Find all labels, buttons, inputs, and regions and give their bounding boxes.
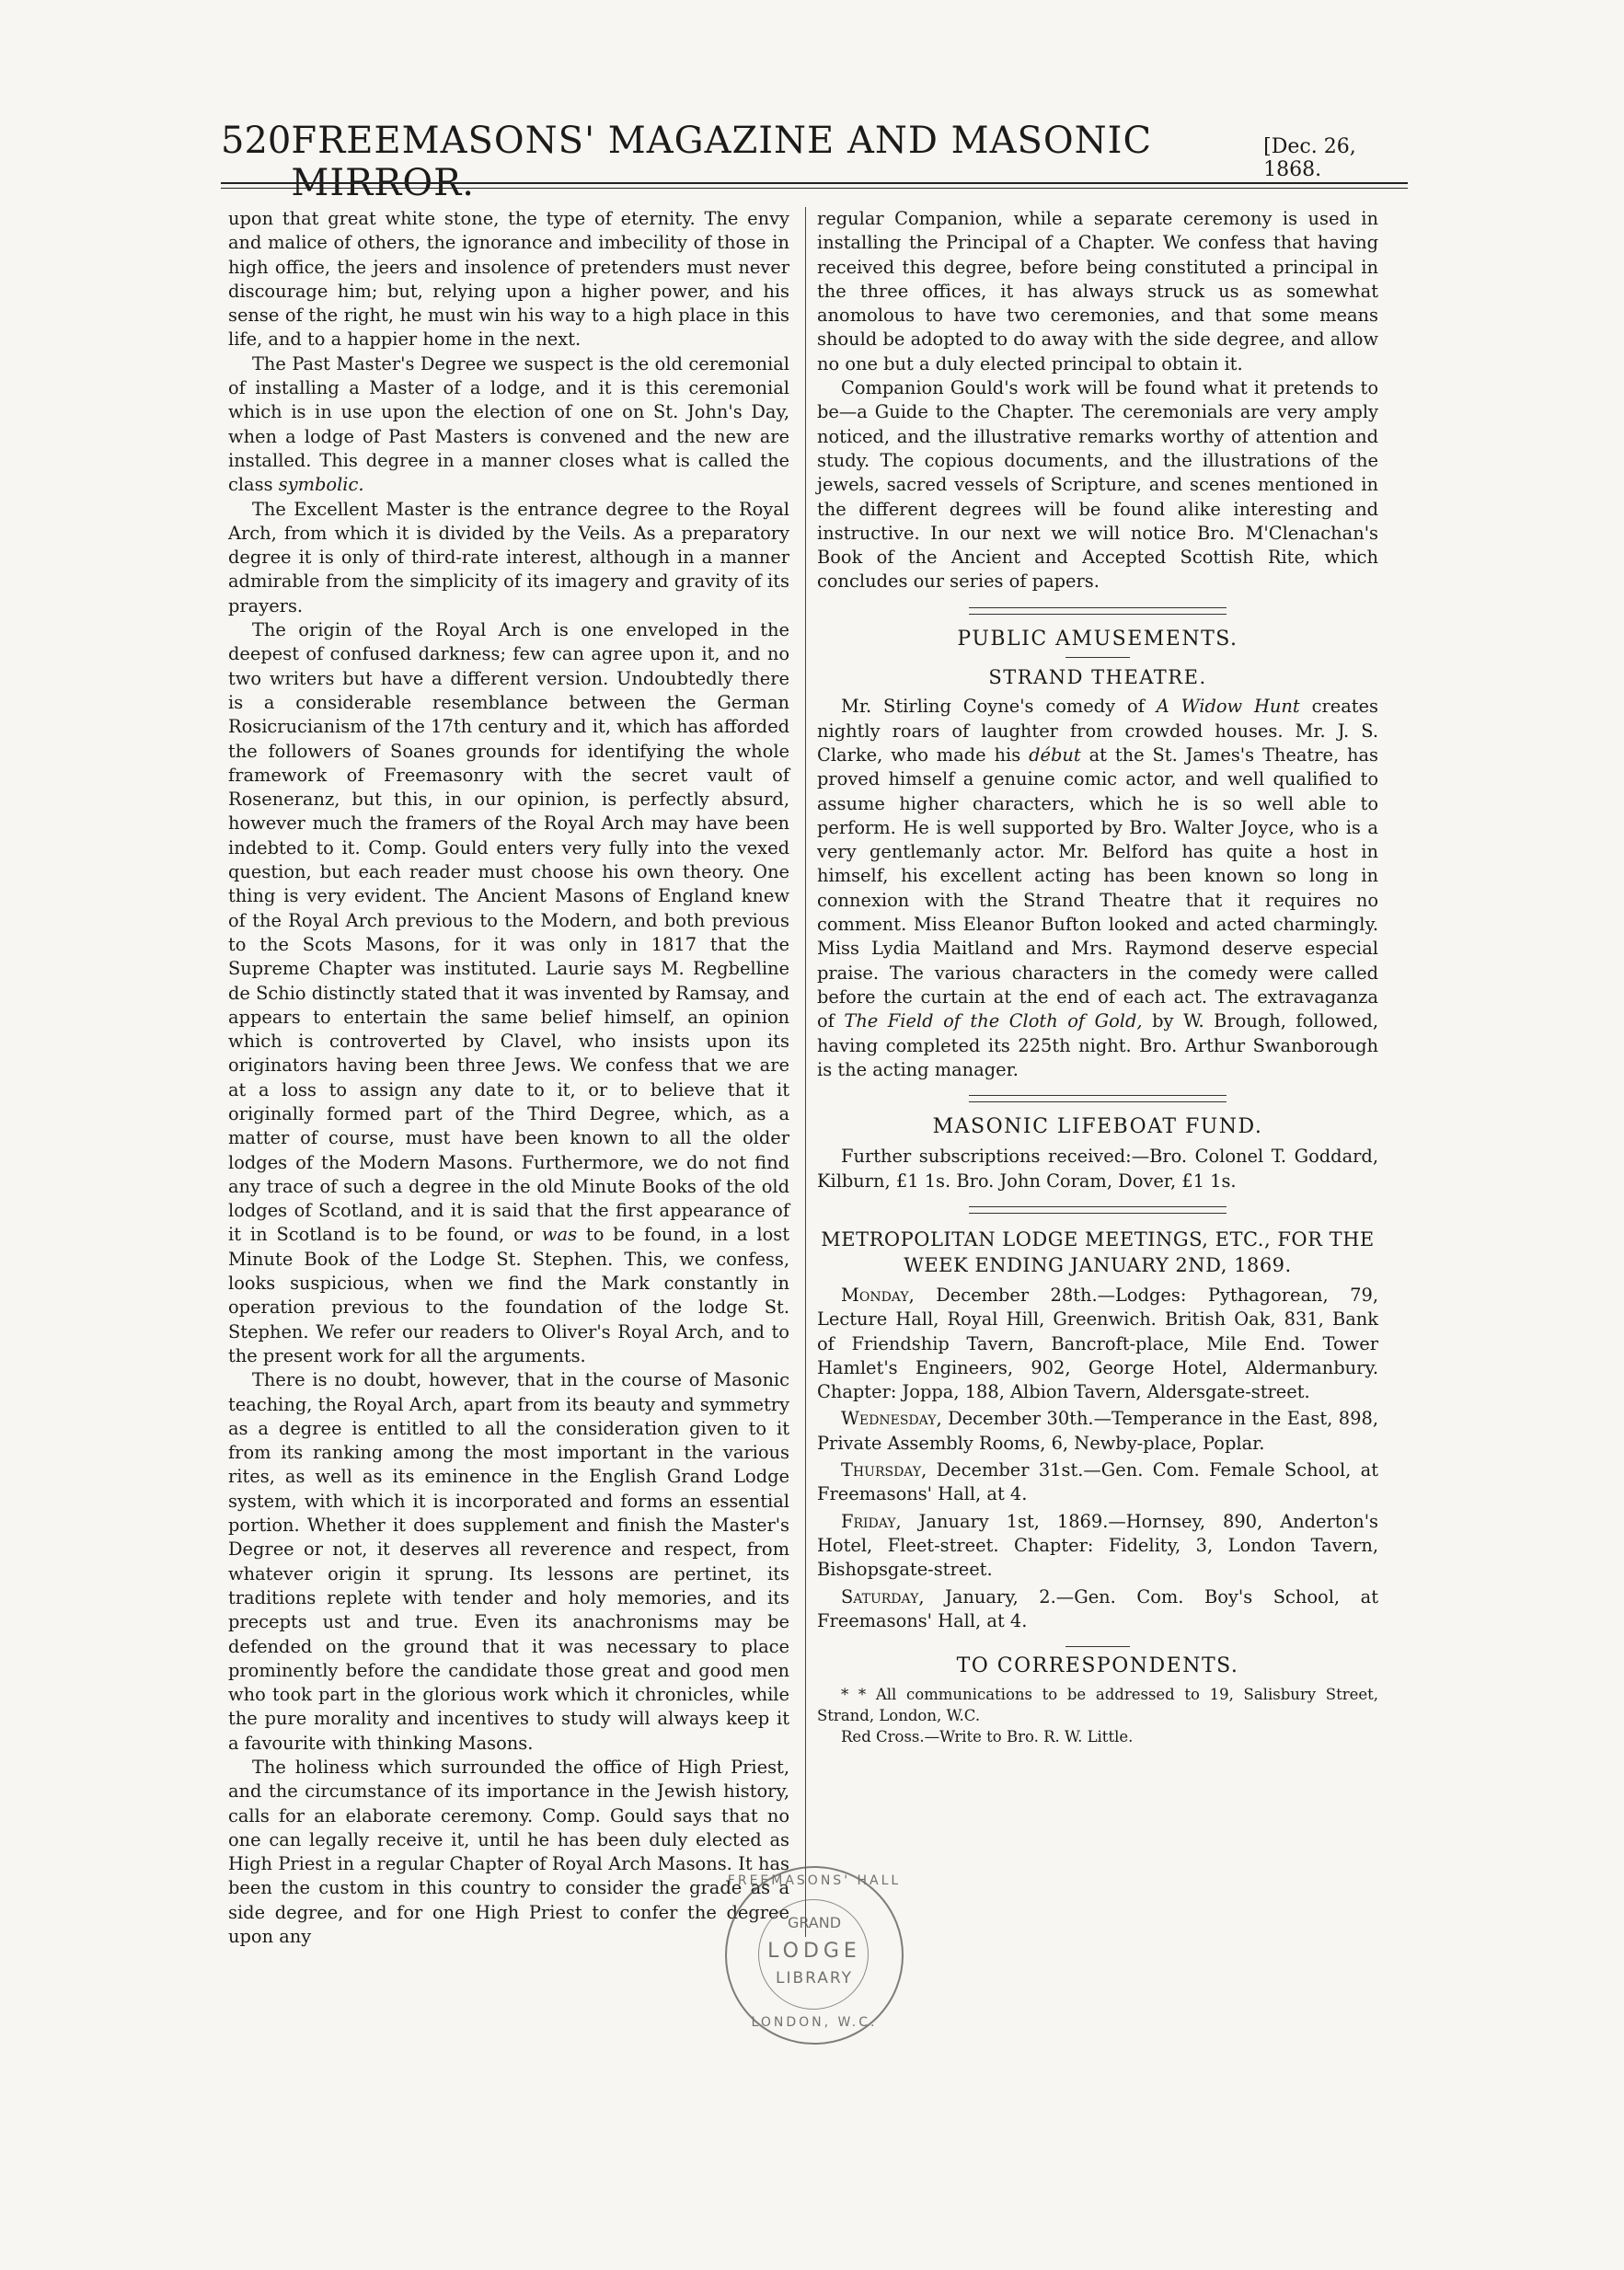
section-separator	[969, 1095, 1227, 1102]
paragraph: upon that great white stone, the type of eternity. The envy and malice of others, the ignorance and imbecility of those in high office, the jeers and insolence of pretenders must never discourage him; but, relying upon a higher power, and his sense of the right, he must win his way to a high place in this life, and to a happier home in the next.	[228, 208, 789, 351]
stamp-text: GRAND	[787, 1914, 842, 1931]
short-rule	[1065, 1646, 1130, 1647]
meeting-entry: Saturday, January, 2.—Gen. Com. Boy's School, at Freemasons' Hall, at 4.	[817, 1585, 1378, 1631]
issue-date: [Dec. 26, 1868.	[1263, 135, 1356, 181]
section-separator	[969, 1206, 1227, 1214]
correspondents-note: Red Cross.—Write to Bro. R. W. Little.	[841, 1728, 1134, 1746]
left-column	[228, 207, 789, 1948]
masthead	[221, 120, 1408, 204]
library-stamp	[725, 1866, 904, 2045]
paragraph: The Excellent Master is the entrance degree to the Royal Arch, from which it is divided by the Veils. As a preparatory degree it is only of third-rate interest, although in a manner admirable from the simplicity of its imagery and gravity of its prayers.	[228, 498, 789, 616]
stamp-text: LODGE	[767, 1940, 861, 1963]
short-rule	[1065, 657, 1130, 658]
column-divider	[805, 207, 806, 1937]
paragraph-theatre: Mr. Stirling Coyne's comedy of A Widow Hunt creates nightly roars of laughter from crowded houses. Mr. J. S. Clarke, who made his début at the St. James's Theatre, has proved himself a genuine comic actor, and well qualified to assume higher characters, which he is so well able to perform. He is well supported by Bro. Walter Joyce, who is a very gentlemanly actor. Mr. Belford has quite a host in himself, his excellent acting has been known so long in connexion with the Strand Theatre that it requires no comment. Miss Eleanor Bufton looked and acted charmingly. Miss Lydia Maitland and Mrs. Raymond deserve especial praise. The various characters in the comedy were called before the curtain at the end of each act. The extravaganza of The Field of the Cloth of Gold, by W. Brough, followed, having completed its 225th night. Bro. Arthur Swanborough is the acting manager.	[817, 696, 1379, 1080]
paragraph: The origin of the Royal Arch is one enveloped in the deepest of confused darkness; few can agree upon it, and no two writers but have a different version. Undoubtedly there is a considerable resemblance between the German Rosicrucianism of the 17th century and it, which has afforded the followers of Soanes grounds for identifying the whole framework of Freemasonry with the secret vault of Roseneranz, but this, in our opinion, is perfectly absurd, however much the framers of the Royal Arch may have been indebted to it. Comp. Gould enters very fully into the vexed question, but each reader must choose his own theory. One thing is very evident. The Ancient Masons of England knew of the Royal Arch previous to the Modern, and both previous to the Scots Masons, for it was only in 1817 that the Supreme Chapter was instituted. Laurie says M. Regbelline de Schio distinctly stated that it was invented by Ramsay, and appears to entertain the same belief himself, an opinion which is controverted by Clavel, who insists upon its originators having been three Jews. We confess that we are at a loss to assign any date to it, or to believe that it originally formed part of the Third Degree, which, as a matter of course, must have been known to all the older lodges of the Modern Masons. Furthermore, we do not find any trace of such a degree in the old Minute Books of the old lodges of Scotland, and it is said that the first appearance of it in Scotland is to be found, or was to be found, in a lost Minute Book of the Lodge St. Stephen. This, we confess, looks suspicious, when we find the Mark constantly in operation previous to the foundation of the lodge St. Stephen. We refer our readers to Oliver's Royal Arch, and to the present work for all the arguments.	[228, 619, 789, 1366]
page-number: 520	[221, 120, 292, 162]
section-heading-amusements: PUBLIC AMUSEMENTS.	[957, 627, 1238, 651]
meeting-entry: Friday, January 1st, 1869.—Hornsey, 890, Anderton's Hotel, Fleet-street. Chapter: Fidelity, 3, London Tavern, Bishopsgate-street.	[817, 1510, 1378, 1581]
header-rule	[221, 182, 1408, 184]
section-heading-lifeboat: MASONIC LIFEBOAT FUND.	[932, 1115, 1263, 1139]
paragraph: regular Companion, while a separate ceremony is used in installing the Principal of a Chapter. We confess that having received this degree, before being constituted a principal in the three offices, it has always struck us as somewhat anomolous to have two ceremonies, and that some means should be adopted to do away with the side degree, and allow no one but a duly elected principal to obtain it.	[817, 208, 1378, 374]
stamp-ring-text-top: FREEMASONS' HALL	[727, 1873, 902, 1888]
section-separator	[969, 607, 1227, 615]
paragraph: There is no doubt, however, that in the course of Masonic teaching, the Royal Arch, apart from its beauty and symmetry as a degree is entitled to all the consideration given to it from its ranking among the most important in the various rites, as well as its eminence in the English Grand Lodge system, with which it is incorporated and forms an essential portion. Whether it does supplement and finish the Master's Degree or not, it deserves all reverence and respect, from whatever origin it sprung. Its lessons are pertinet, its traditions replete with tender and holy memories, and its precepts ust and true. Even its anachronisms may be defended on the ground that it was necessary to place prominently before the candidate those great and good men who took part in the glorious work which it chronicles, while the pure morality and incentives to study will always keep it a favourite with thinking Masons.	[228, 1369, 789, 1754]
paragraph: The Past Master's Degree we suspect is the old ceremonial of installing a Master of a lodge, and it is this ceremonial which is in use upon the election of one on St. John's Day, when a lodge of Past Masters is convened and the new are installed. This degree in a manner closes what is called the class symbolic.	[228, 352, 789, 496]
stamp-text: LIBRARY	[775, 1969, 853, 1988]
magazine-title: FREEMASONS' MAGAZINE AND MASONIC MIRROR.	[291, 120, 1153, 204]
header-rule-thin	[221, 188, 1408, 189]
stamp-ring-text-bottom: LONDON, W.C.	[751, 2015, 878, 2030]
meeting-entry: Monday, December 28th.—Lodges: Pythagorean, 79, Lecture Hall, Royal Hill, Greenwich. British Oak, 831, Bank of Friendship Tavern, Bancroft-place, Mile End. Tower Hamlet's Engineers, 902, George Hotel, Aldermanbury. Chapter: Joppa, 188, Albion Tavern, Aldersgate-street.	[817, 1284, 1378, 1403]
paragraph-lifeboat: Further subscriptions received:—Bro. Colonel T. Goddard, Kilburn, £1 1s. Bro. John Coram, Dover, £1 1s.	[817, 1146, 1378, 1192]
correspondents-note: * * All communications to be addressed to 19, Salisbury Street, Strand, London, W.C.	[817, 1686, 1378, 1725]
meeting-entry: Wednesday, December 30th.—Temperance in the East, 898, Private Assembly Rooms, 6, Newby-place, Poplar.	[817, 1408, 1378, 1454]
section-heading-meetings: METROPOLITAN LODGE MEETINGS, ETC., FOR THE WEEK ENDING JANUARY 2ND, 1869.	[821, 1227, 1375, 1276]
paragraph: Companion Gould's work will be found what it pretends to be—a Guide to the Chapter. The ceremonials are very amply noticed, and the illustrative remarks worthy of attention and study. The copious documents, and the illustrations of the jewels, sacred vessels of Scripture, and scenes mentioned in the different degrees will be found alike interesting and instructive. In our next we will notice Bro. M'Clenachan's Book of the Ancient and Accepted Scottish Rite, which concludes our series of papers.	[817, 377, 1378, 593]
subheading-strand-theatre: STRAND THEATRE.	[988, 666, 1207, 689]
right-column	[817, 207, 1378, 1937]
paragraph: The holiness which surrounded the office of High Priest, and the circumstance of its importance in the Jewish history, calls for an elaborate ceremony. Comp. Gould says that no one can legally receive it, until he has been duly elected as High Priest in a regular Chapter of Royal Arch Masons. It has been the custom in this country to consider the grade as a side degree, and for one High Priest to confer the degree upon any	[228, 1757, 789, 1948]
meeting-entry: Thursday, December 31st.—Gen. Com. Female School, at Freemasons' Hall, at 4.	[817, 1459, 1379, 1505]
section-heading-correspondents: TO CORRESPONDENTS.	[956, 1654, 1239, 1678]
